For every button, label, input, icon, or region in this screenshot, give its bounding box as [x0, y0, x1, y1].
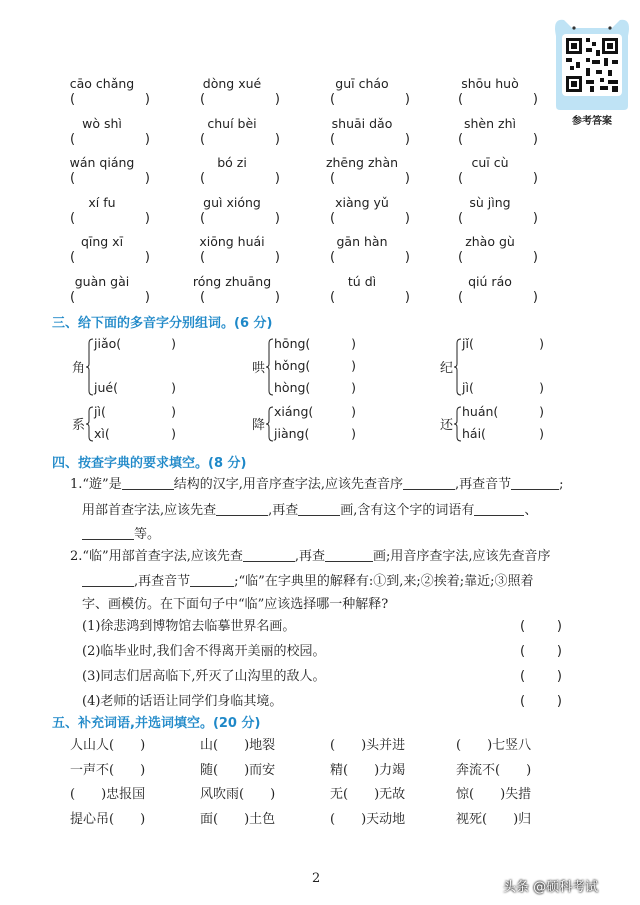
qr-code-block[interactable]	[550, 14, 634, 126]
pinyin-label: xí fu	[88, 194, 116, 210]
idiom-blank[interactable]: 视死( )归	[456, 811, 532, 827]
pinyin-label: wò shì	[82, 115, 122, 131]
answer-bracket[interactable]: ( )	[200, 289, 280, 305]
idiom-blank[interactable]: 奔流不( )	[456, 762, 532, 778]
reading-label: hōng(	[274, 336, 311, 351]
polyphone-reading[interactable]: xiáng( )	[274, 404, 356, 419]
idiom-blank[interactable]: 风吹雨( )	[200, 787, 276, 802]
brace-icon	[86, 406, 94, 442]
polyphone-char: 角	[72, 361, 86, 376]
polyphone-reading[interactable]: xì( )	[94, 426, 176, 441]
reading-label: jiǎo(	[94, 336, 122, 351]
sentence-item: (4)老师的话语让同学们身临其境。	[82, 694, 283, 709]
pinyin-label: dòng xué	[202, 76, 262, 91]
answer-bracket[interactable]: ( )	[330, 171, 410, 186]
pinyin-label: shuāi dǎo	[331, 115, 393, 131]
page-number: 2	[312, 871, 321, 886]
answer-blank[interactable]	[511, 475, 559, 490]
polyphone-reading[interactable]: jiàng( )	[274, 426, 356, 441]
brace-icon	[454, 338, 462, 396]
reading-label: jiàng(	[274, 426, 310, 441]
idiom-blank[interactable]: 面( )土色	[200, 811, 276, 827]
idiom-blank[interactable]: 人山人( )	[70, 738, 146, 753]
answer-bracket[interactable]: ( )	[458, 131, 538, 147]
answer-bracket[interactable]: ( )	[200, 171, 280, 186]
answer-bracket[interactable]: ( )	[520, 644, 562, 659]
answer-bracket[interactable]: ( )	[70, 210, 150, 226]
answer-bracket[interactable]: ( )	[458, 92, 538, 107]
answer-bracket[interactable]: ( )	[458, 171, 538, 186]
answer-bracket[interactable]: ( )	[458, 210, 538, 226]
answer-bracket[interactable]: ( )	[200, 210, 280, 226]
answer-bracket[interactable]: ( )	[520, 619, 562, 634]
section5-title: 五、补充词语,并选词填空。(20 分)	[52, 716, 261, 731]
pinyin-label: guì xióng	[203, 194, 261, 210]
polyphone-char: 降	[252, 418, 266, 433]
sentence-item: (1)徐悲鸿到博物馆去临摹世界名画。	[82, 619, 296, 634]
answer-bracket[interactable]: ( )	[330, 210, 410, 226]
reading-label: jì(	[462, 380, 474, 395]
pinyin-label: shōu huò	[461, 76, 519, 91]
section3-title: 三、给下面的多音字分别组词。(6 分)	[52, 316, 273, 331]
idiom-blank[interactable]: 一声不( )	[70, 762, 146, 778]
polyphone-char: 系	[72, 418, 86, 433]
sentence-item: (3)同志们居高临下,歼灭了山沟里的敌人。	[82, 669, 326, 684]
answer-bracket[interactable]: ( )	[330, 131, 410, 147]
answer-blank[interactable]	[190, 572, 234, 587]
polyphone-reading[interactable]: hòng( )	[274, 380, 356, 395]
answer-bracket[interactable]: ( )	[200, 92, 280, 107]
answer-blank[interactable]	[243, 547, 295, 562]
qr-label: 参考答案	[572, 116, 612, 127]
pinyin-label: róng zhuāng	[192, 273, 272, 289]
polyphone-reading[interactable]: hǒng( )	[274, 358, 356, 373]
idiom-blank[interactable]: ( )忠报国	[70, 787, 146, 802]
idiom-blank[interactable]: ( )头并进	[330, 738, 406, 753]
idiom-blank[interactable]: 惊( )失措	[456, 787, 532, 802]
pinyin-label: shèn zhì	[464, 115, 516, 131]
reading-label: hǒng(	[274, 358, 311, 373]
brace-icon	[454, 406, 462, 442]
q1-line2: 用部首查字法,应该先查 ,再查 画,含有这个字的词语有 、	[82, 503, 538, 518]
idiom-blank[interactable]: 山( )地裂	[200, 738, 276, 753]
polyphone-reading[interactable]: hái( )	[462, 426, 544, 441]
answer-bracket[interactable]: ( )	[520, 694, 562, 709]
polyphone-char: 纪	[440, 361, 454, 376]
sentence-item: (2)临毕业时,我们舍不得离开美丽的校园。	[82, 644, 326, 659]
reading-label: jué(	[94, 380, 118, 395]
answer-bracket[interactable]: ( )	[70, 250, 150, 265]
answer-blank[interactable]	[298, 501, 340, 516]
answer-bracket[interactable]: ( )	[70, 171, 150, 186]
answer-blank[interactable]	[82, 525, 134, 540]
reading-label: hòng(	[274, 380, 311, 395]
reading-label: hái(	[462, 426, 486, 441]
answer-bracket[interactable]: ( )	[70, 92, 150, 107]
pinyin-label: zhào gù	[465, 234, 515, 249]
polyphone-reading[interactable]: jì( )	[94, 404, 176, 419]
answer-bracket[interactable]: ( )	[520, 669, 562, 684]
pinyin-label: xiōng huái	[199, 234, 265, 249]
pinyin-label: sù jìng	[469, 194, 511, 210]
answer-blank[interactable]	[122, 475, 174, 490]
idiom-blank[interactable]: ( )天动地	[330, 811, 406, 827]
idiom-blank[interactable]: 提心吊( )	[70, 811, 146, 827]
polyphone-reading[interactable]: jué( )	[94, 380, 176, 395]
answer-bracket[interactable]: ( )	[70, 289, 150, 305]
watermark: 头条 @硕科考试	[503, 880, 599, 895]
answer-bracket[interactable]: ( )	[458, 289, 538, 305]
answer-bracket[interactable]: ( )	[330, 250, 410, 265]
q2-line1: 2.“临”用部首查字法,应该先查 ,再查 画;用音序查字法,应该先查音序	[70, 549, 551, 564]
reading-label: huán(	[462, 404, 499, 419]
pinyin-label: bó zi	[217, 155, 247, 170]
idiom-blank[interactable]: 随( )而安	[200, 762, 276, 778]
brace-icon	[266, 338, 274, 396]
pinyin-label: tú dì	[347, 273, 377, 289]
pinyin-label: guī cháo	[335, 76, 389, 91]
q1-line3: 等。	[82, 522, 160, 548]
polyphone-char: 还	[440, 418, 454, 433]
answer-bracket[interactable]: ( )	[330, 92, 410, 107]
polyphone-reading[interactable]: hōng( )	[274, 336, 356, 351]
polyphone-reading[interactable]: jǐ( )	[462, 336, 544, 351]
pinyin-label: chuí bèi	[207, 115, 257, 131]
answer-bracket[interactable]: ( )	[200, 250, 280, 265]
reading-label: xì(	[94, 426, 110, 441]
pinyin-label: cāo chǎng	[69, 76, 135, 91]
pinyin-label: qīng xī	[80, 234, 124, 249]
pinyin-label: guàn gài	[74, 273, 130, 289]
pinyin-label: gān hàn	[336, 234, 388, 249]
answer-bracket[interactable]: ( )	[70, 131, 150, 147]
idiom-blank[interactable]: ( )七竖八	[456, 738, 532, 753]
pinyin-label: qiú ráo	[468, 273, 512, 289]
pinyin-label: zhēng zhàn	[325, 155, 399, 170]
polyphone-reading[interactable]: jiǎo( )	[94, 336, 176, 351]
pinyin-label: xiàng yǔ	[335, 194, 389, 210]
answer-blank[interactable]	[325, 547, 373, 562]
answer-blank[interactable]	[403, 475, 455, 490]
answer-bracket[interactable]: ( )	[200, 131, 280, 147]
answer-blank[interactable]	[474, 501, 524, 516]
pinyin-label: cuī cù	[471, 155, 509, 170]
idiom-blank[interactable]: 精( )力竭	[330, 762, 406, 778]
q2-line3: 字、画模仿。在下面句子中“临”应该选择哪一种解释?	[82, 597, 389, 612]
reading-label: xiáng(	[274, 404, 314, 419]
answer-blank[interactable]	[216, 501, 268, 516]
reading-label: jì(	[94, 404, 106, 419]
pinyin-label: wán qiáng	[69, 155, 135, 170]
qr-mascot-icon	[550, 14, 634, 110]
idiom-blank[interactable]: 无( )无故	[330, 787, 406, 802]
polyphone-char: 哄	[252, 361, 266, 376]
answer-bracket[interactable]: ( )	[458, 250, 538, 265]
brace-icon	[86, 338, 94, 396]
section4-title: 四、按查字典的要求填空。(8 分)	[52, 456, 247, 471]
reading-label: jǐ(	[462, 336, 474, 351]
q1-line1: 1.“遊”是 结构的汉字,用音序查字法,应该先查音序 ,再查音节 ;	[70, 477, 564, 492]
answer-blank[interactable]	[82, 572, 134, 587]
polyphone-reading[interactable]: huán( )	[462, 404, 544, 419]
answer-bracket[interactable]: ( )	[330, 289, 410, 305]
brace-icon	[266, 406, 274, 442]
polyphone-reading[interactable]: jì( )	[462, 380, 544, 395]
q2-line2: ,再查音节 ;“临”在字典里的解释有:①到,来;②挨着;靠近;③照着	[82, 569, 533, 595]
